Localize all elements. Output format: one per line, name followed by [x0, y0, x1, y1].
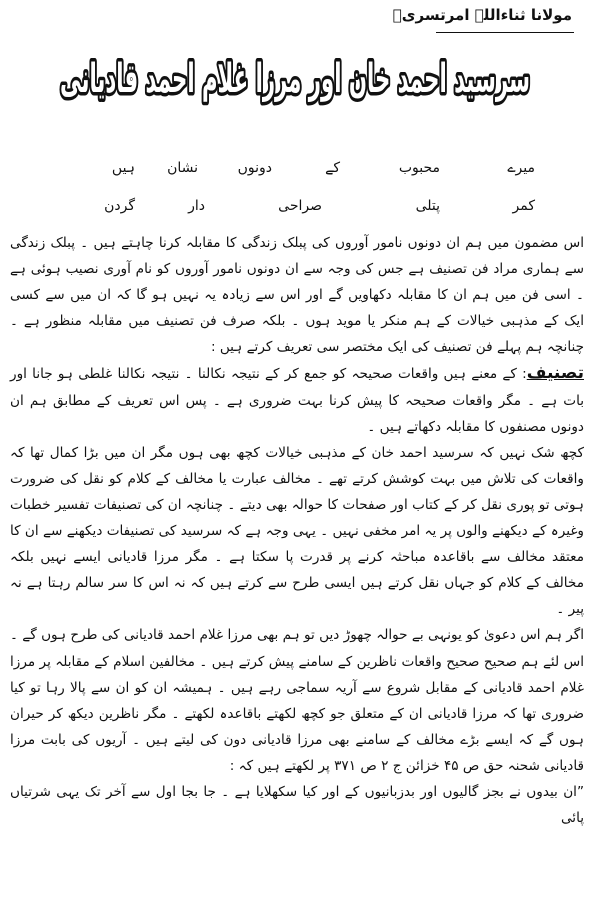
title-outline: سرسید احمد خان اور مرزا غلام احمد قادیانی: [60, 56, 530, 102]
author-name: مولانا ثناءاللہ امرتسریؒ: [392, 6, 572, 24]
definition-keyword: تصنیف: [526, 363, 584, 384]
title-svg: [50, 40, 540, 110]
verse-word: دونوں: [237, 160, 272, 176]
verse-word: گردن: [104, 198, 135, 214]
verse-word: دار: [188, 198, 205, 214]
author-underline: [436, 32, 574, 33]
paragraph: اگر ہم اس دعویٰ کو یونہی بے حوالہ چھوڑ دیں تو ہم بھی مرزا غلام احمد قادیانی کی طرح ہوں گے ۔ اس لئے ہم صحیح صحیح واقعات ناظرین کے سامنے پیش کرتے ہیں ۔ مخالفین اسلام کے مقابلہ پر مرزا غلام احمد قادیانی کے مقابل شروع سے آریہ سماجی رہے ہیں ۔ ہمیشہ ان کو ان سے پالا رہا تو کیا ضروری تھا کہ مرزا قادیانی ان کے متعلق جو کچھ لکھتے باقاعدہ لکھتے ۔ مگر ناظرین دیکھ کر حیران ہوں گے کہ ایسے بڑے مخالف کے سامنے بھی مرزا قادیانی دون کی لیتے ہیں ۔ آریوں کی بابت مرزا قادیانی شحنہ حق ص ۴۵ خزائن ج ۲ ص ۳۷۱ پر لکھتے ہیں کہ :: [10, 627, 584, 774]
definition-text: : کے معنے ہیں واقعات صحیحہ کو جمع کر کے نتیجہ نکالنا ۔ نتیجہ نکالنا غلطی ہو جانا اور بات ہے ۔ مگر واقعات صحیحہ کا پیش کرنا بہت ضروری ہے ۔ پس اس تعریف کے مطابق ہم ان دونوں مصنفوں کا مقابلہ دکھاتے ہیں ۔: [10, 366, 584, 435]
paragraph: ”ان بیدوں نے بجز گالیوں اور بدزبانیوں کے اور کیا سکھلایا ہے ۔ جا بجا اول سے آخر تک یہی شرتیاں پائی: [10, 783, 584, 827]
verse-word: کے: [325, 160, 340, 176]
paragraph: [10, 360, 584, 439]
verse-word: نشان: [167, 160, 198, 176]
verse-word: صراحی: [278, 198, 322, 214]
verse-word: محبوب: [398, 160, 440, 176]
verse-word: میرے: [507, 160, 535, 176]
verse-word: کمر: [512, 198, 535, 214]
article-body: [10, 230, 584, 831]
paragraph: اس مضمون میں ہم ان دونوں نامور آوروں کی پبلک زندگی کا مقابلہ کرنا چاہتے ہیں ۔ پبلک زندگی سے ہماری مراد فن تصنیف ہے جس کی وجہ سے ان دونوں نامور آوروں کو نام آوری نصیب ہوئی ہے ۔ اسی فن میں ہم ان کا مقابلہ دکھاویں گے اور اس سے زیادہ یہ نہیں ہو گا کہ ان میں سے کسی ایک کے مذہبی خیالات کے ہم منکر یا موید ہوں ۔ بلکہ صرف فن تصنیف میں مقابلہ منظور ہے ۔ چنانچہ ہم پہلے فن تصنیف کی ایک مختصر سی تعریف کرتے ہیں :: [10, 235, 584, 356]
verse-word: پتلی: [415, 198, 440, 214]
paragraph: کچھ شک نہیں کہ سرسید احمد خان کے مذہبی خیالات کچھ بھی ہوں مگر ان میں بڑا کمال تھا کہ واقعات کی تلاش میں بہت کوشش کرتے تھے ۔ مخالف عبارت یا مخالف کے کلام کو نقل کی ضرورت ہوتی تو پوری نقل کر کے کتاب اور صفحات کا حوالہ بھی دیتے ۔ چنانچہ ان کی تصنیفات تفسیر خطبات وغیرہ کے دیکھنے والوں پر یہ امر مخفی نہیں ۔ یہی وجہ ہے کہ سرسید کی تصنیفات دیکھنے سے ان کا معتقد مخالف سے باقاعدہ مباحثہ کرنے پر قدرت پا سکتا ہے ۔ مگر مرزا قادیانی ایسے نہیں بلکہ مخالف کے کلام کو جہاں نقل کرتے ہیں ایسی طرح سے کرتے ہیں کہ نہ اس کا سر سالم رہتا ہے نہ پیر ۔: [10, 444, 584, 618]
verse-word: ہیں: [111, 160, 135, 176]
title-fill: سرسید احمد خان اور مرزا غلام احمد قادیانی: [60, 56, 530, 102]
title-banner: [50, 40, 540, 110]
